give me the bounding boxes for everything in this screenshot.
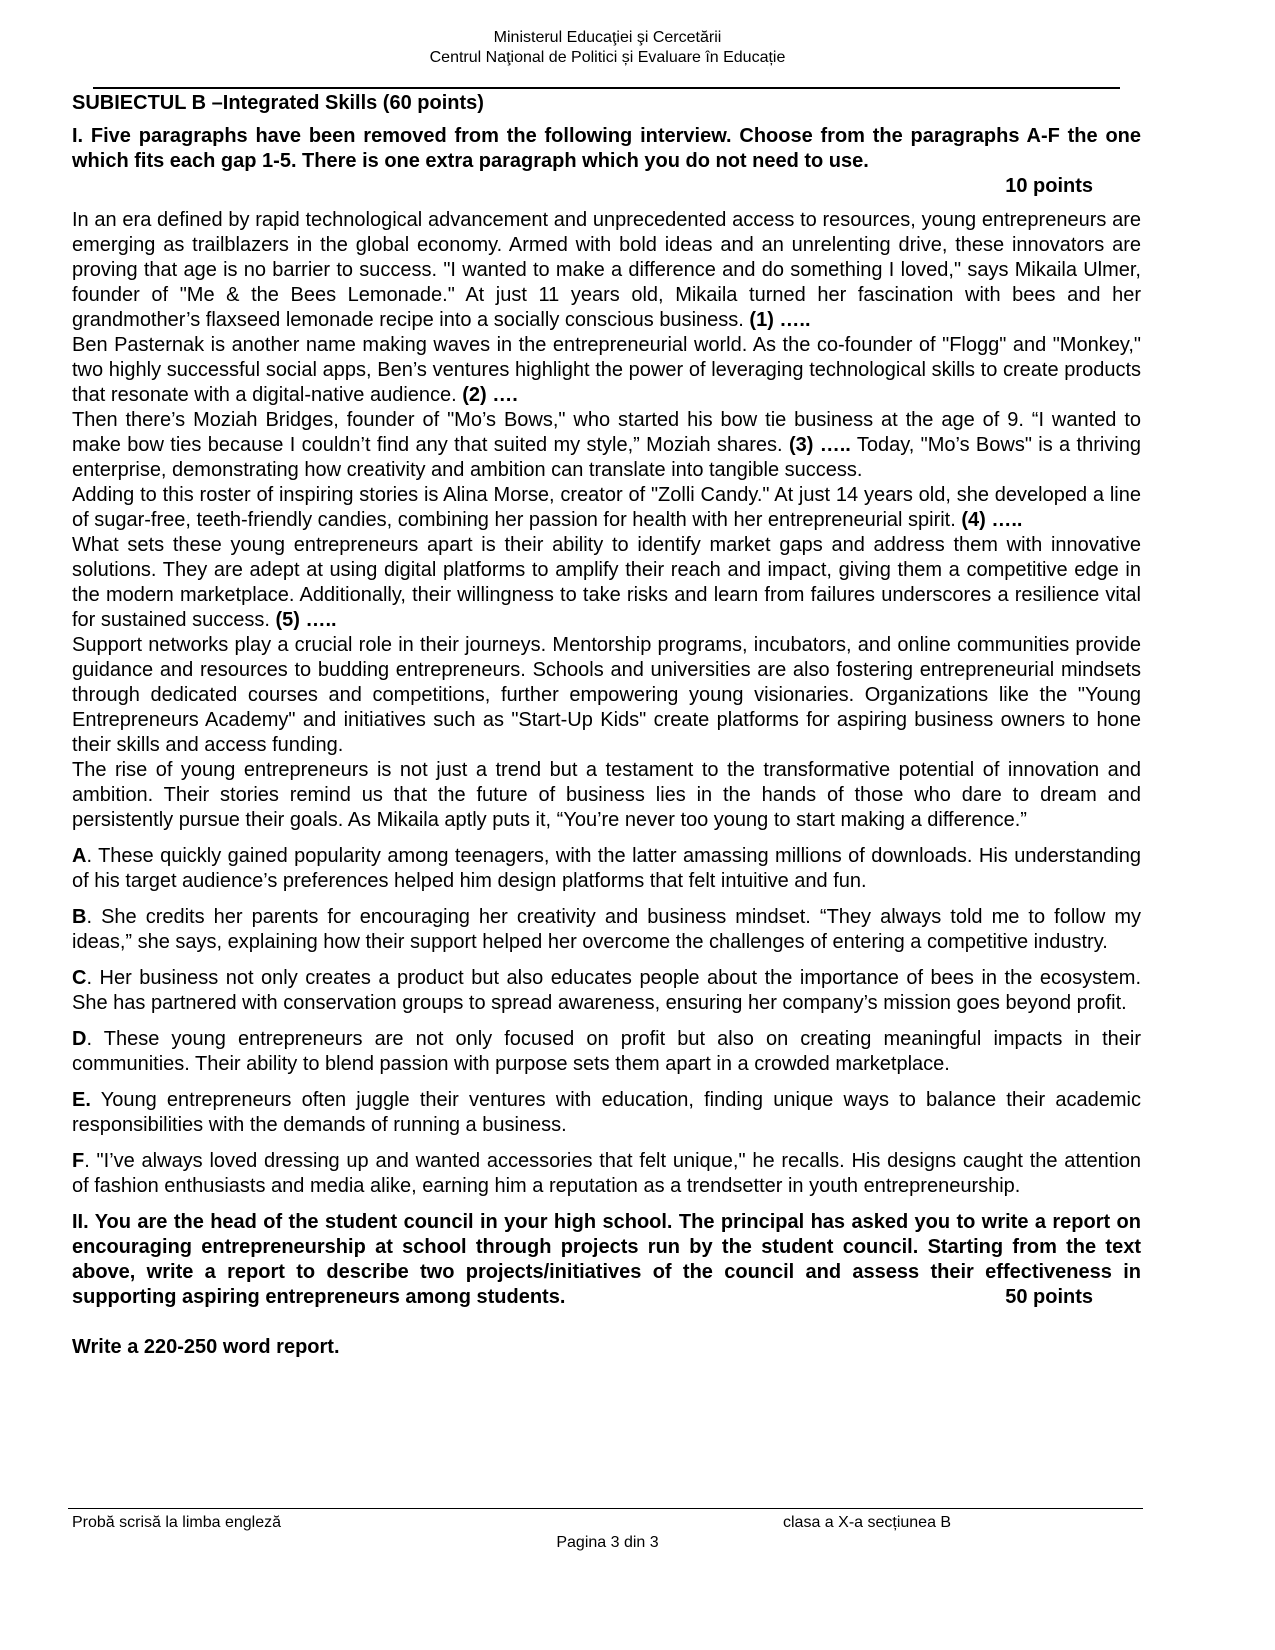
header-ministry: Ministerul Educaţiei şi Cercetării — [493, 29, 722, 46]
exam-content — [72, 91, 1141, 1360]
gap-4: (4) ….. — [961, 509, 1023, 531]
gap-5: (5) ….. — [275, 609, 337, 631]
task1-points: 10 points — [1005, 175, 1093, 197]
header-divider — [93, 87, 1120, 89]
passage-paragraph: Support networks play a crucial role in their journeys. Mentorship programs, incubators, and online communities provide guidance and resources to budding entrepreneurs. Schools and universities are also fostering entrepreneurial mindsets through dedicated courses and competitions, further empowering young visionaries. Organizations like the "Young Entrepreneurs Academy" and initiatives such as "Start-Up Kids" create platforms for aspiring business owners to hone their skills and access funding. — [72, 634, 1141, 756]
passage-paragraph: Then there’s Moziah Bridges, founder of "Mo’s Bows," who started his bow tie business at the age of 9. “I wanted to make bow ties because I couldn’t find any that suited my style,” Moziah shares. (3) ….. Today, "Mo’s Bows" is a thriving enterprise, demonstrating how creativity and ambition can translate into tangible success. — [72, 409, 1141, 481]
passage-paragraph: Adding to this roster of inspiring stories is Alina Morse, creator of "Zolli Candy." At just 14 years old, she developed a line of sugar-free, teeth-friendly candies, combining her passion for health with her entrepreneurial spirit. (4) ….. — [72, 484, 1141, 531]
gap-1: (1) ….. — [749, 309, 811, 331]
answer-options — [72, 844, 1141, 1199]
passage-paragraph: What sets these young entrepreneurs apart is their ability to identify market gaps and address them with innovative solutions. They are adept at using digital platforms to amplify their reach and impact, giving them a competitive edge in the modern marketplace. Additionally, their willingness to take risks and learn from failures underscores a resilience vital for sustained success. (5) ….. — [72, 534, 1141, 631]
option-f: F. "I’ve always loved dressing up and wanted accessories that felt unique," he recalls. His designs caught the attention of fashion enthusiasts and media alike, earning him a reputation as a trendsetter in youth entrepreneurship. — [72, 1150, 1141, 1197]
task2-instruction: II. You are the head of the student council in your high school. The principal has asked you to write a report on encouraging entrepreneurship at school through projects run by the student council. Starting from the text above, write a report to describe two projects/initiatives of the council and assess their effectiveness in supporting aspiring entrepreneurs among students. 50 points — [72, 1211, 1141, 1308]
footer-class-section: clasa a X-a secțiunea B — [783, 1514, 952, 1531]
passage-paragraph: The rise of young entrepreneurs is not just a trend but a testament to the transformative potential of innovation and ambition. Their stories remind us that the future of business lies in the hands of those who dare to dream and persistently pursue their goals. As Mikaila aptly puts it, “You’re never too young to start making a difference.” — [72, 759, 1141, 831]
option-e: E. Young entrepreneurs often juggle their ventures with education, finding unique ways to balance their academic responsibilities with the demands of running a business. — [72, 1089, 1141, 1136]
footer-exam-name: Probă scrisă la limba engleză — [72, 1514, 281, 1531]
word-count-instruction: Write a 220-250 word report. — [72, 1336, 340, 1358]
option-d: D. These young entrepreneurs are not only focused on profit but also on creating meaningful impacts in their communities. Their ability to blend passion with purpose sets them apart in a crowded marketplace. — [72, 1028, 1141, 1075]
gap-3: (3) ….. — [788, 434, 851, 456]
passage-paragraph: In an era defined by rapid technological advancement and unprecedented access to resources, young entrepreneurs are emerging as trailblazers in the global economy. Armed with bold ideas and an unrelenting drive, these innovators are proving that age is no barrier to success. "I wanted to make a difference and do something I loved," says Mikaila Ulmer, founder of "Me & the Bees Lemonade." At just 11 years old, Mikaila turned her fascination with bees and her grandmother’s flaxseed lemonade recipe into a socially conscious business. (1) ….. — [72, 209, 1141, 331]
gap-2: (2) …. — [462, 384, 518, 406]
option-b: B. She credits her parents for encouraging her creativity and business mindset. “They always told me to follow my ideas,” she says, explaining how their support helped her overcome the challenges of entering a competitive industry. — [72, 906, 1141, 953]
page-header — [0, 28, 1215, 68]
task2-points: 50 points — [1005, 1286, 1093, 1308]
section-title: SUBIECTUL B –Integrated Skills (60 points) — [72, 92, 484, 114]
passage-paragraph: Ben Pasternak is another name making waves in the entrepreneurial world. As the co-founder of "Flogg" and "Monkey," two highly successful social apps, Ben’s ventures highlight the power of leveraging technological skills to create products that resonate with a digital-native audience. (2) …. — [72, 334, 1141, 406]
option-c: C. Her business not only creates a product but also educates people about the importance of bees in the ecosystem. She has partnered with conservation groups to spread awareness, ensuring her company’s mission goes beyond profit. — [72, 967, 1141, 1014]
footer-divider — [68, 1508, 1143, 1509]
option-a: A. These quickly gained popularity among teenagers, with the latter amassing millions of downloads. His understanding of his target audience’s preferences helped him design platforms that felt intuitive and fun. — [72, 845, 1141, 892]
footer-page-number: Pagina 3 din 3 — [556, 1534, 659, 1551]
task1-instruction: I. Five paragraphs have been removed from the following interview. Choose from the paragraphs A-F the one which fits each gap 1-5. There is one extra paragraph which you do not need to use. — [72, 125, 1141, 172]
header-center: Centrul Naţional de Politici și Evaluare în Educație — [429, 49, 786, 66]
reading-passage — [72, 208, 1141, 833]
